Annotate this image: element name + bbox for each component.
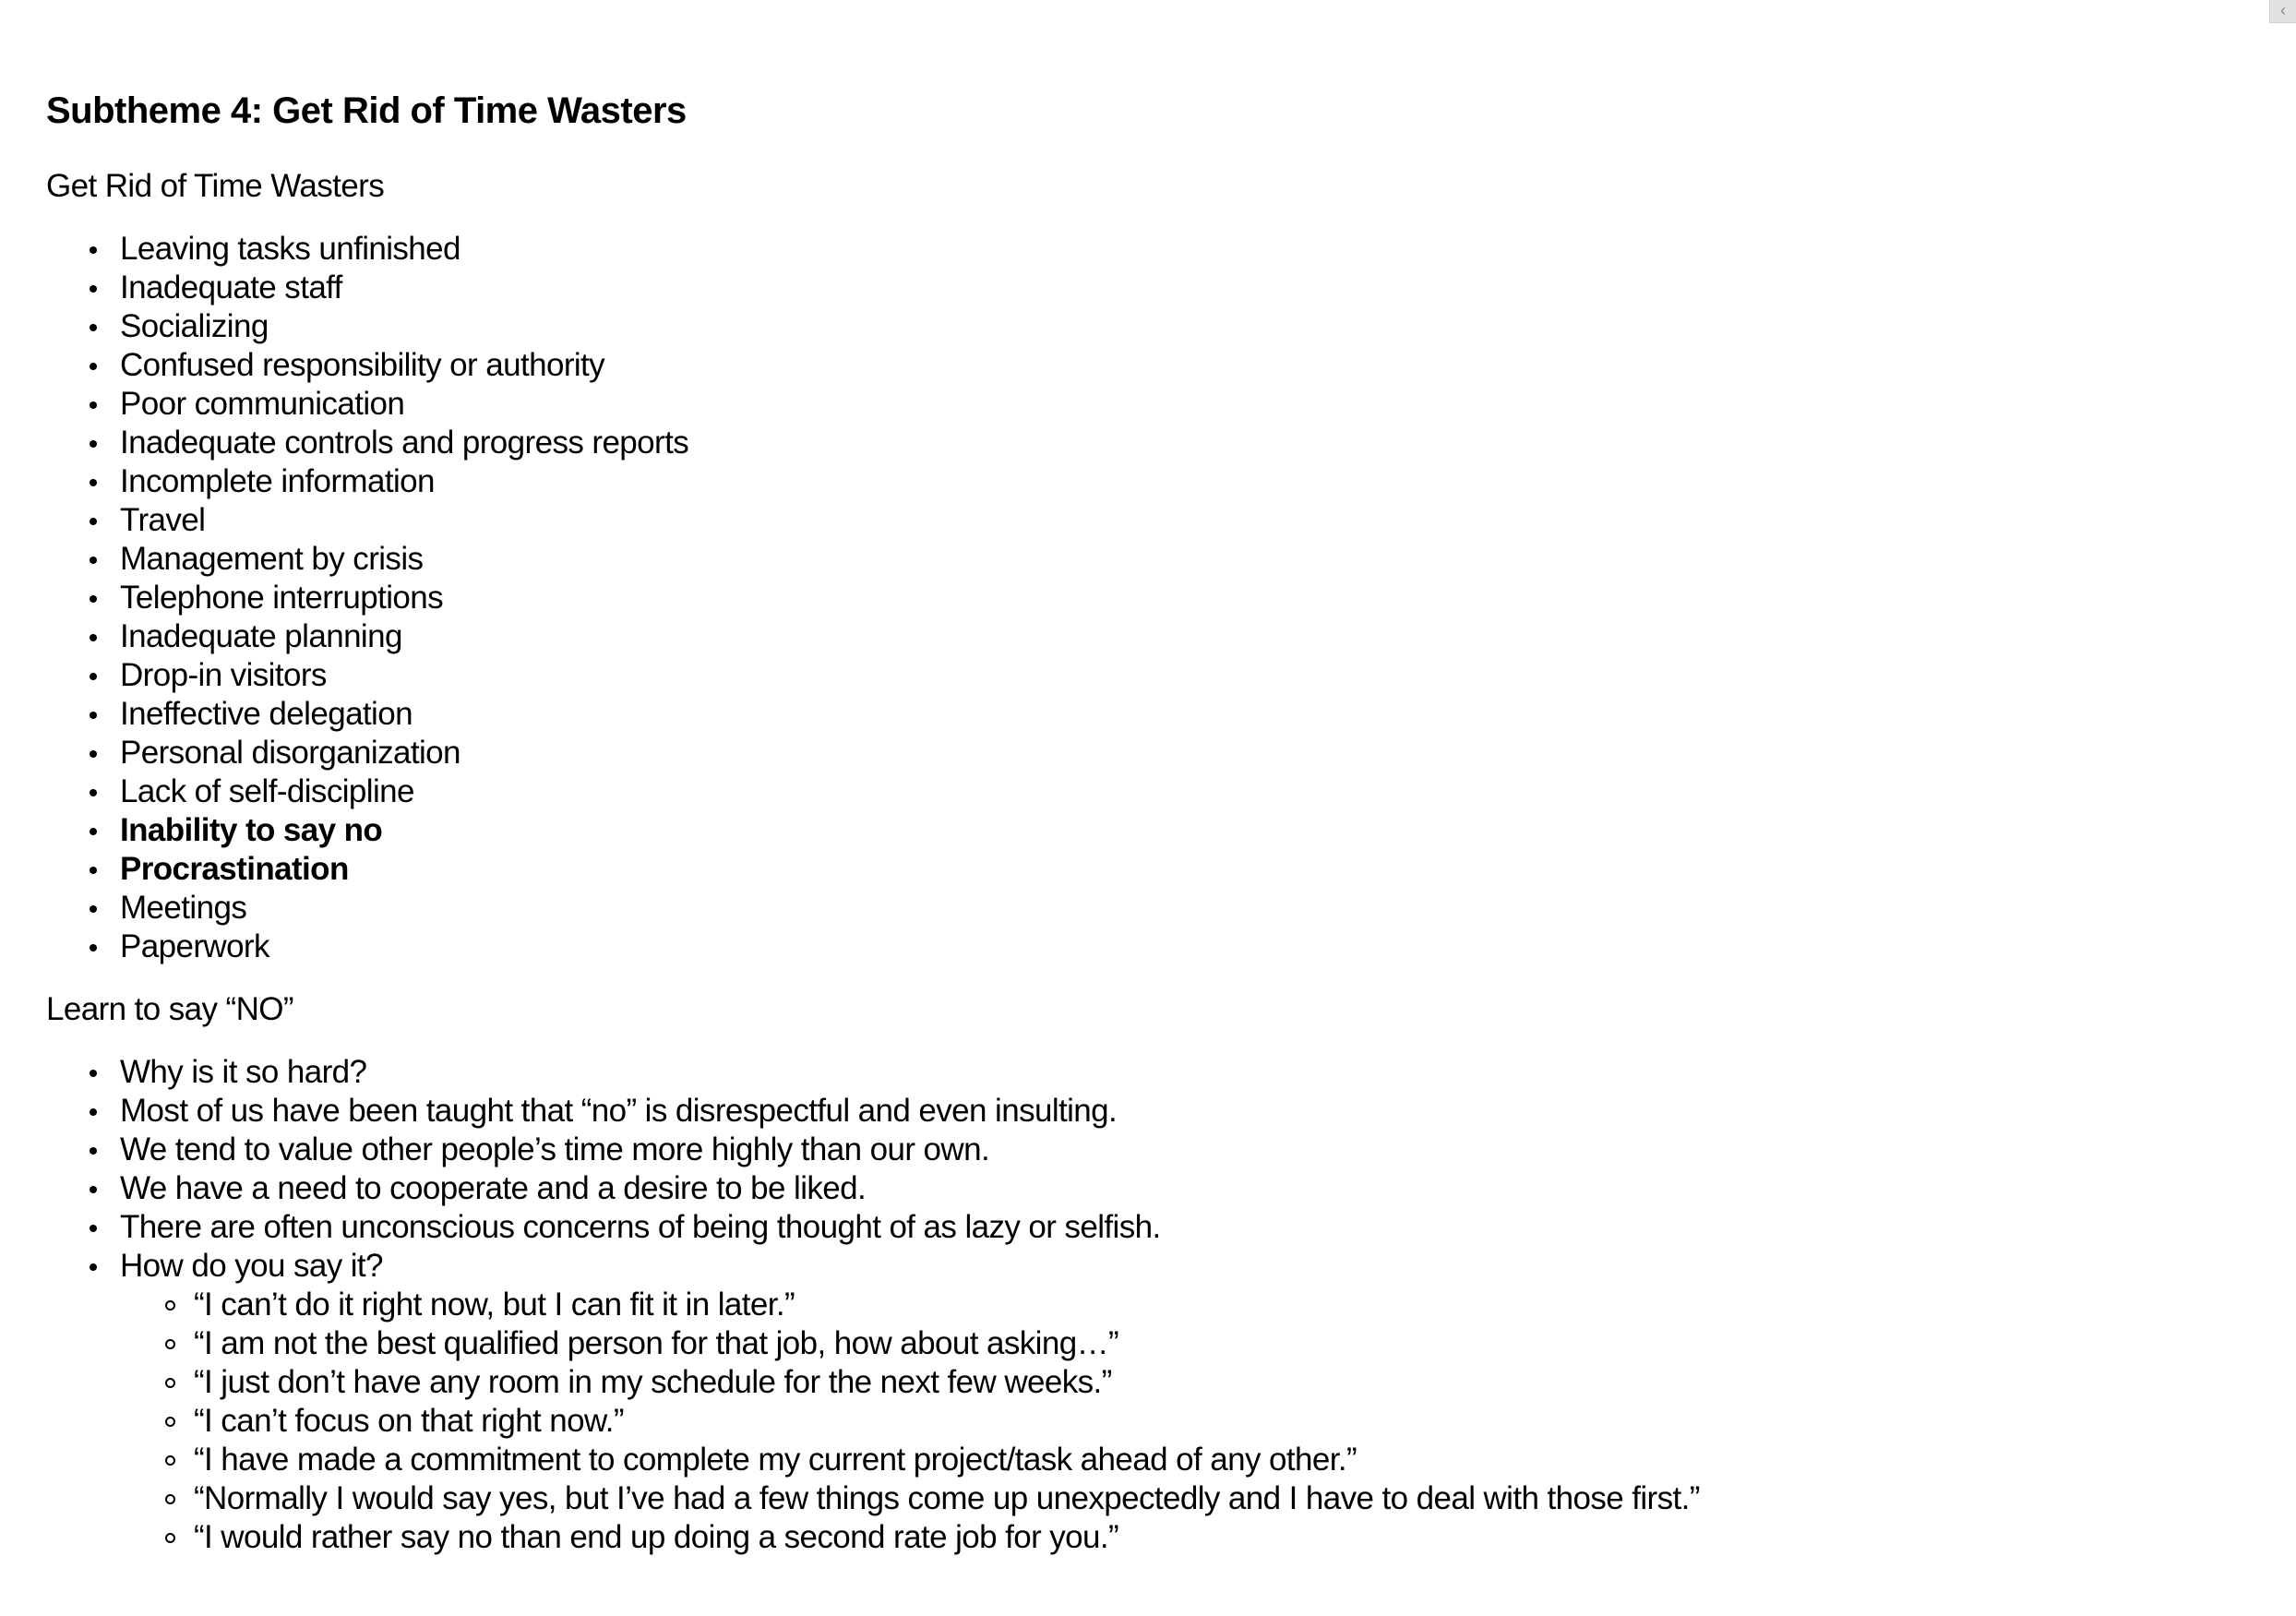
time-waster-text: Telephone interruptions (120, 580, 444, 616)
time-waster-text: Meetings (120, 890, 247, 926)
bullet-icon (90, 1070, 97, 1077)
bullet-icon (90, 905, 97, 913)
say-no-text: How do you say it? (120, 1248, 383, 1284)
say-it-phrase-item (194, 1479, 2242, 1518)
say-it-phrase-text: “I am not the best qualified person for that job, how about asking…” (194, 1325, 1119, 1361)
bullet-icon (90, 1263, 97, 1271)
bullet-icon (90, 1186, 97, 1193)
time-waster-item (120, 617, 2242, 656)
bullet-icon (90, 789, 97, 796)
say-no-item (120, 1131, 2242, 1169)
time-waster-text: Inadequate controls and progress reports (120, 425, 689, 461)
time-waster-text: Paperwork (120, 928, 269, 964)
bullet-icon (90, 285, 97, 293)
bullet-icon (90, 324, 97, 331)
say-no-text: We have a need to cooperate and a desire to be liked. (120, 1170, 867, 1206)
say-no-text: Why is it so hard? (120, 1054, 367, 1090)
circle-bullet-icon (165, 1378, 175, 1388)
circle-bullet-icon (165, 1455, 175, 1466)
time-waster-item (120, 695, 2242, 734)
bullet-icon (90, 1108, 97, 1116)
bullet-icon (90, 363, 97, 370)
bullet-icon (90, 828, 97, 835)
page-title: Subtheme 4: Get Rid of Time Wasters (46, 90, 687, 131)
bullet-icon (90, 479, 97, 486)
time-waster-item (120, 734, 2242, 772)
time-waster-item (120, 307, 2242, 346)
time-waster-item (120, 385, 2242, 424)
say-no-text: Most of us have been taught that “no” is disrespectful and even insulting. (120, 1093, 1118, 1129)
say-no-text: There are often unconscious concerns of being thought of as lazy or selfish. (120, 1209, 1161, 1245)
bullet-icon (90, 750, 97, 758)
say-it-phrase-item (194, 1363, 2242, 1402)
say-it-phrase-text: “I just don’t have any room in my schedule for the next few weeks.” (194, 1364, 1112, 1400)
bullet-icon (90, 440, 97, 448)
section-heading-time-wasters: Get Rid of Time Wasters (46, 168, 385, 204)
say-no-item (120, 1053, 2242, 1092)
time-waster-text: Confused responsibility or authority (120, 347, 605, 383)
say-it-phrase-text: “I have made a commitment to complete my current project/task ahead of any other.” (194, 1442, 1357, 1478)
say-it-phrase-item (194, 1518, 2242, 1557)
circle-bullet-icon (165, 1300, 175, 1311)
scroll-corner-icon[interactable]: ‹ (2269, 0, 2296, 23)
time-waster-text: Incomplete information (120, 463, 435, 499)
time-waster-item (120, 346, 2242, 385)
time-waster-item (120, 889, 2242, 928)
bullet-icon (90, 1225, 97, 1232)
say-no-text: We tend to value other people’s time more highly than our own. (120, 1131, 990, 1167)
time-waster-item (120, 501, 2242, 540)
say-no-item (120, 1247, 2242, 1557)
time-waster-item (120, 811, 2242, 850)
bullet-icon (90, 1147, 97, 1155)
bullet-icon (90, 401, 97, 409)
time-waster-text: Management by crisis (120, 541, 424, 577)
bullet-icon (90, 712, 97, 719)
say-no-item (120, 1169, 2242, 1208)
time-waster-text: Drop-in visitors (120, 657, 327, 693)
bullet-icon (90, 246, 97, 254)
bullet-icon (90, 944, 97, 952)
time-waster-text: Lack of self-discipline (120, 773, 414, 809)
time-waster-item (120, 230, 2242, 269)
say-it-phrase-text: “I can’t focus on that right now.” (194, 1403, 624, 1439)
time-waster-item (120, 579, 2242, 617)
circle-bullet-icon (165, 1533, 175, 1543)
circle-bullet-icon (165, 1339, 175, 1349)
time-waster-text: Socializing (120, 308, 269, 344)
say-no-item (120, 1208, 2242, 1247)
time-waster-text: Travel (120, 502, 206, 538)
time-waster-item (120, 462, 2242, 501)
circle-bullet-icon (165, 1494, 175, 1504)
time-waster-item (120, 656, 2242, 695)
bullet-icon (90, 557, 97, 564)
say-it-phrase-item (194, 1324, 2242, 1363)
time-waster-item (120, 269, 2242, 307)
say-no-item (120, 1092, 2242, 1131)
say-it-phrase-text: “I can’t do it right now, but I can fit it in later.” (194, 1287, 795, 1323)
time-waster-text: Inadequate staff (120, 269, 342, 305)
bullet-icon (90, 673, 97, 680)
time-waster-item (120, 424, 2242, 462)
say-it-phrase-item (194, 1402, 2242, 1441)
document-page (46, 85, 2242, 1578)
time-waster-item (120, 928, 2242, 966)
time-waster-text: Leaving tasks unfinished (120, 231, 460, 267)
time-waster-text: Inadequate planning (120, 618, 402, 654)
say-it-phrase-text: “I would rather say no than end up doing a second rate job for you.” (194, 1519, 1119, 1555)
time-waster-text: Poor communication (120, 386, 405, 422)
say-it-phrase-item (194, 1286, 2242, 1324)
section-heading-say-no: Learn to say “NO” (46, 991, 293, 1027)
bullet-icon (90, 518, 97, 525)
time-waster-text: Ineffective delegation (120, 696, 413, 732)
time-wasters-list (46, 230, 2242, 966)
say-no-list (46, 1053, 2242, 1557)
time-waster-item (120, 850, 2242, 889)
say-it-phrases-list (120, 1286, 2242, 1557)
bullet-icon (90, 867, 97, 874)
time-waster-text: Inability to say no (120, 812, 383, 848)
say-it-phrase-item (194, 1441, 2242, 1479)
time-waster-text: Personal disorganization (120, 735, 460, 771)
time-waster-item (120, 772, 2242, 811)
time-waster-text: Procrastination (120, 851, 349, 887)
bullet-icon (90, 634, 97, 641)
say-it-phrase-text: “Normally I would say yes, but I’ve had a few things come up unexpectedly and I have to deal with those first.” (194, 1480, 1700, 1516)
bullet-icon (90, 595, 97, 603)
time-waster-item (120, 540, 2242, 579)
circle-bullet-icon (165, 1417, 175, 1427)
